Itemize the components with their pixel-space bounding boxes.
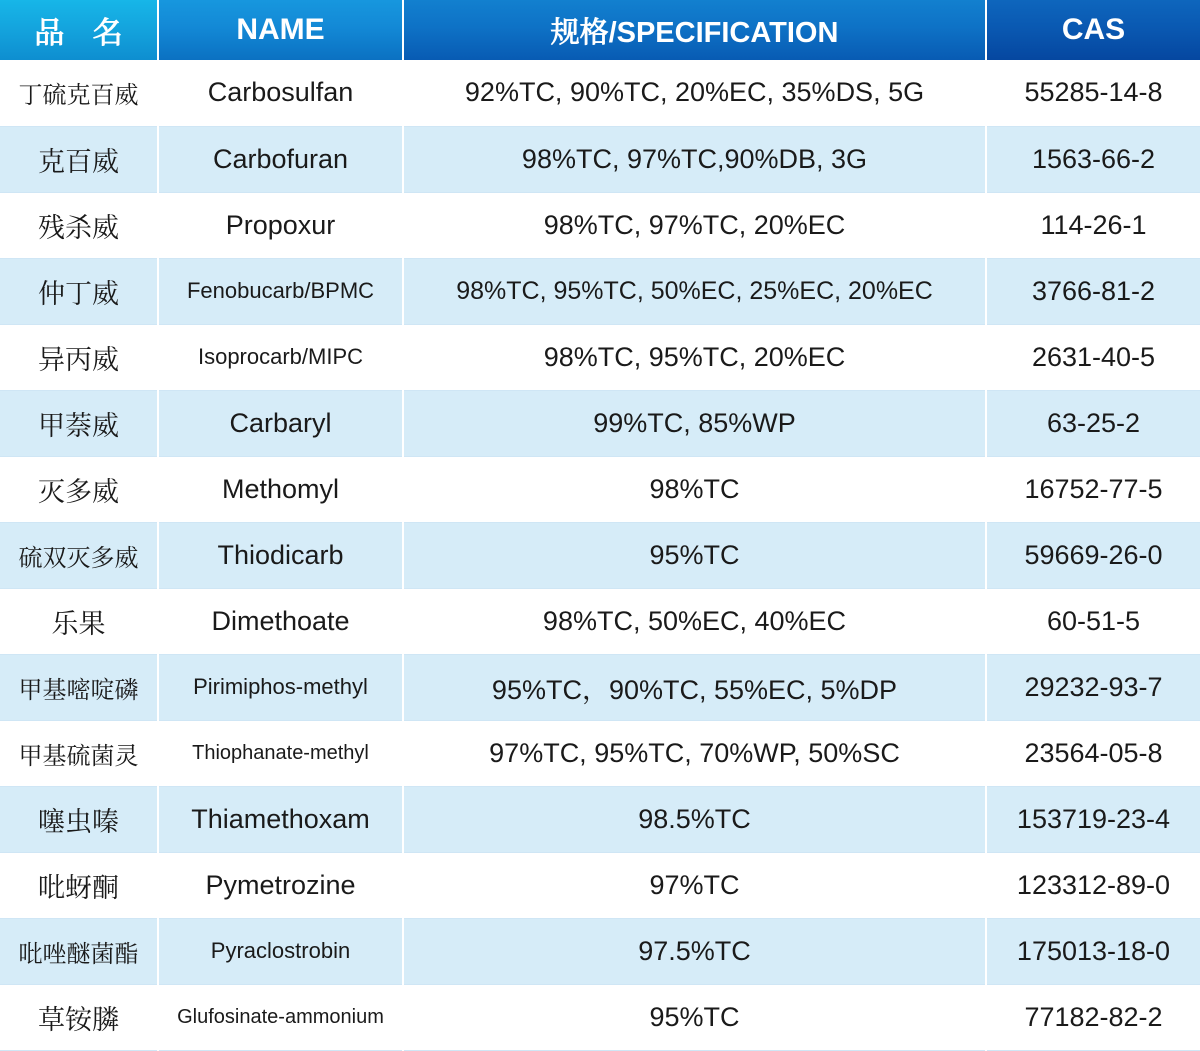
cell-cas: 114-26-1	[986, 192, 1200, 258]
cell-cas: 153719-23-4	[986, 786, 1200, 852]
cell-cas: 3766-81-2	[986, 258, 1200, 324]
cell-chinese-name: 乐果	[0, 588, 158, 654]
table-row	[0, 522, 1200, 588]
cell-name: Dimethoate	[158, 588, 403, 654]
table-row	[0, 60, 1200, 126]
table-body	[0, 60, 1200, 1050]
table-row	[0, 588, 1200, 654]
table-header	[0, 0, 1200, 60]
cell-name: Pymetrozine	[158, 852, 403, 918]
table-row	[0, 786, 1200, 852]
cell-cas: 16752-77-5	[986, 456, 1200, 522]
cell-chinese-name: 异丙威	[0, 324, 158, 390]
cell-name: Isoprocarb/MIPC	[158, 324, 403, 390]
cell-name: Carbaryl	[158, 390, 403, 456]
column-header-chinese-name: 品 名	[0, 0, 158, 60]
cell-cas: 1563-66-2	[986, 126, 1200, 192]
cell-specification: 95%TC	[403, 522, 986, 588]
cell-chinese-name: 甲萘威	[0, 390, 158, 456]
cell-chinese-name: 灭多威	[0, 456, 158, 522]
table-row	[0, 324, 1200, 390]
cell-name: Methomyl	[158, 456, 403, 522]
cell-specification: 98%TC	[403, 456, 986, 522]
column-header-specification: 规格/SPECIFICATION	[403, 0, 986, 60]
table-row	[0, 456, 1200, 522]
table-row	[0, 984, 1200, 1050]
cell-specification: 98.5%TC	[403, 786, 986, 852]
table-row	[0, 852, 1200, 918]
table-row	[0, 390, 1200, 456]
cell-specification: 98%TC, 97%TC, 20%EC	[403, 192, 986, 258]
cell-cas: 77182-82-2	[986, 984, 1200, 1050]
table-row	[0, 720, 1200, 786]
table-row	[0, 654, 1200, 720]
table-row	[0, 258, 1200, 324]
cell-specification: 95%TC，90%TC, 55%EC, 5%DP	[403, 654, 986, 720]
cell-name: Carbofuran	[158, 126, 403, 192]
cell-cas: 60-51-5	[986, 588, 1200, 654]
cell-cas: 2631-40-5	[986, 324, 1200, 390]
cell-specification: 99%TC, 85%WP	[403, 390, 986, 456]
cell-name: Pirimiphos-methyl	[158, 654, 403, 720]
table-row	[0, 918, 1200, 984]
cell-name: Fenobucarb/BPMC	[158, 258, 403, 324]
cell-name: Glufosinate-ammonium	[158, 984, 403, 1050]
cell-chinese-name: 甲基嘧啶磷	[0, 654, 158, 720]
cell-specification: 98%TC, 97%TC,90%DB, 3G	[403, 126, 986, 192]
header-row	[0, 0, 1200, 60]
column-header-name: NAME	[158, 0, 403, 60]
cell-chinese-name: 仲丁威	[0, 258, 158, 324]
cell-chinese-name: 硫双灭多威	[0, 522, 158, 588]
cell-chinese-name: 噻虫嗪	[0, 786, 158, 852]
column-header-cas: CAS	[986, 0, 1200, 60]
cell-specification: 97%TC	[403, 852, 986, 918]
cell-cas: 55285-14-8	[986, 60, 1200, 126]
table-row	[0, 126, 1200, 192]
cell-cas: 29232-93-7	[986, 654, 1200, 720]
cell-chinese-name: 克百威	[0, 126, 158, 192]
cell-cas: 23564-05-8	[986, 720, 1200, 786]
cell-name: Propoxur	[158, 192, 403, 258]
cell-specification: 98%TC, 50%EC, 40%EC	[403, 588, 986, 654]
cell-cas: 123312-89-0	[986, 852, 1200, 918]
cell-name: Carbosulfan	[158, 60, 403, 126]
cell-specification: 92%TC, 90%TC, 20%EC, 35%DS, 5G	[403, 60, 986, 126]
cell-specification: 97%TC, 95%TC, 70%WP, 50%SC	[403, 720, 986, 786]
cell-name: Thiodicarb	[158, 522, 403, 588]
cell-name: Thiamethoxam	[158, 786, 403, 852]
cell-chinese-name: 吡蚜酮	[0, 852, 158, 918]
cell-specification: 98%TC, 95%TC, 50%EC, 25%EC, 20%EC	[403, 258, 986, 324]
cell-name: Thiophanate-methyl	[158, 720, 403, 786]
cell-specification: 95%TC	[403, 984, 986, 1050]
table-row	[0, 192, 1200, 258]
cell-name: Pyraclostrobin	[158, 918, 403, 984]
cell-cas: 175013-18-0	[986, 918, 1200, 984]
cell-chinese-name: 甲基硫菌灵	[0, 720, 158, 786]
cell-cas: 59669-26-0	[986, 522, 1200, 588]
cell-chinese-name: 草铵膦	[0, 984, 158, 1050]
cell-chinese-name: 残杀威	[0, 192, 158, 258]
cell-chinese-name: 丁硫克百威	[0, 60, 158, 126]
cell-specification: 98%TC, 95%TC, 20%EC	[403, 324, 986, 390]
cell-cas: 63-25-2	[986, 390, 1200, 456]
cell-specification: 97.5%TC	[403, 918, 986, 984]
cell-chinese-name: 吡唑醚菌酯	[0, 918, 158, 984]
